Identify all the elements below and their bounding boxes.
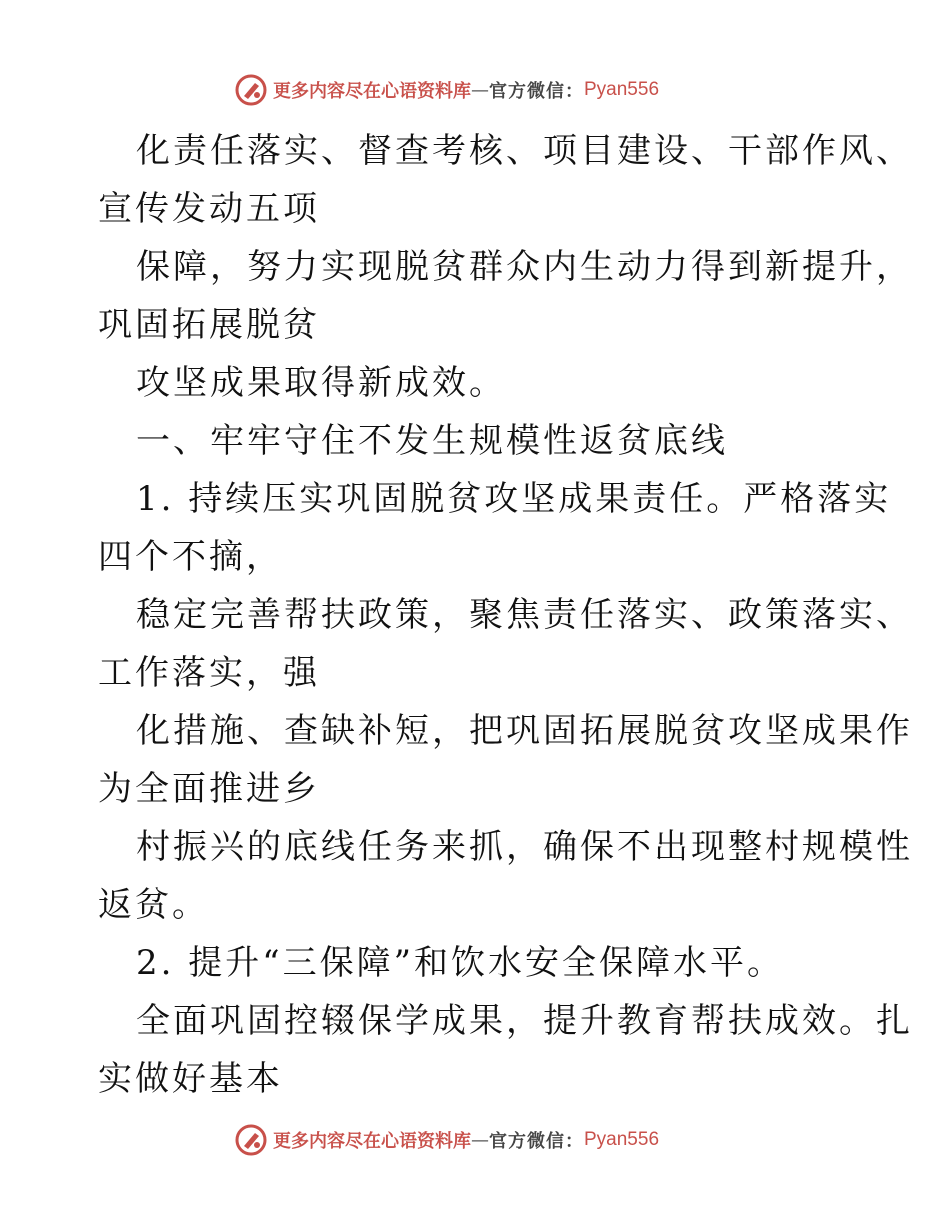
text-line: 村振兴的底线任务来抓，确保不出现整村规模性 [136,827,913,867]
watermark-label: 官方微信： [489,1131,584,1152]
text-line: 四个不摘， [98,537,283,577]
text-line: 巩固拓展脱贫 [98,305,320,345]
text-line: 1. 持续压实巩固脱贫攻坚成果责任。严格落实 [136,479,892,519]
text-line: 2. 提升“三保障”和饮水安全保障水平。 [136,943,785,983]
text-line: 稳定完善帮扶政策，聚焦责任落实、政策落实、 [136,595,913,635]
footer-watermark [235,1122,659,1158]
watermark-id: Pyan556 [584,79,660,100]
text-line: 返贫。 [98,885,209,925]
text-line: 宣传发动五项 [98,189,320,229]
watermark-id: Pyan556 [584,1129,660,1150]
text-line: 工作落实，强 [98,653,320,693]
text-line: 实做好基本 [98,1059,283,1099]
watermark-text: 更多内容尽在心语资料库 [273,81,471,102]
header-watermark [235,72,659,108]
text-line: 攻坚成果取得新成效。 [136,363,506,403]
text-line: 保障，努力实现脱贫群众内生动力得到新提升， [136,247,913,287]
seal-logo-icon [235,1124,267,1156]
document-body [98,122,913,1108]
watermark-text: 更多内容尽在心语资料库 [273,1131,471,1152]
watermark-separator: — [471,1129,489,1151]
text-line: 化措施、查缺补短，把巩固拓展脱贫攻坚成果作 [136,711,913,751]
seal-logo-icon [235,74,267,106]
text-line: 为全面推进乡 [98,769,320,809]
section-heading: 一、牢牢守住不发生规模性返贫底线 [136,421,728,461]
watermark-separator: — [471,79,489,101]
watermark-label: 官方微信： [489,81,584,102]
text-line: 全面巩固控辍保学成果，提升教育帮扶成效。扎 [136,1001,913,1041]
text-line: 化责任落实、督查考核、项目建设、干部作风、 [136,131,913,171]
